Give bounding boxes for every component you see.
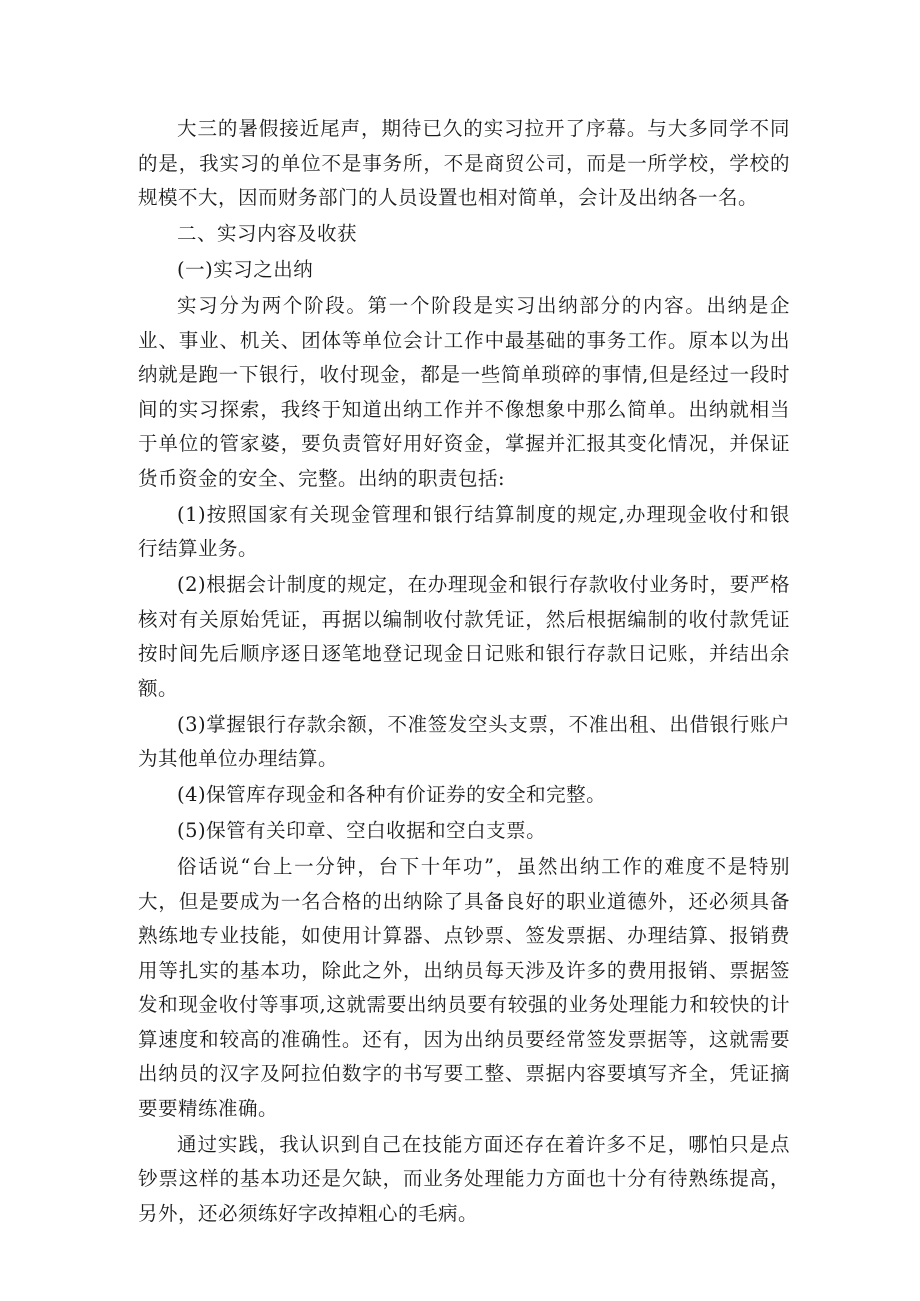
list-item-duty-3: (3)掌握银行存款余额，不准签发空头支票，不准出租、出借银行账户为其他单位办理结算。 (138, 712, 790, 770)
paragraph-intro: 大三的暑假接近尾声，期待已久的实习拉开了序幕。与大多同学不同的是，我实习的单位不是事务所，不是商贸公司，而是一所学校，学校的规模不大，因而财务部门的人员设置也相对简单，会计及出纳各一名。 (138, 117, 790, 209)
paragraph-cashier-overview: 实习分为两个阶段。第一个阶段是实习出纳部分的内容。出纳是企业、事业、机关、团体等单位会计工作中最基础的事务工作。原本以为出纳就是跑一下银行，收付现金，都是一些简单琐碎的事情,但是经过一段时间的实习探索，我终于知道出纳工作并不像想象中那么简单。出纳就相当于单位的管家婆，要负责管好用好资金，掌握并汇报其变化情况，并保证货币资金的安全、完整。出纳的职责包括: (138, 294, 790, 490)
document-body (138, 112, 790, 1233)
paragraph-reflection: 通过实践，我认识到自己在技能方面还存在着许多不足，哪怕只是点钞票这样的基本功还是欠缺，而业务处理能力方面也十分有待熟练提高，另外，还必须练好字改掉粗心的毛病。 (138, 1132, 790, 1225)
list-item-duty-5: (5)保管有关印章、空白收据和空白支票。 (177, 819, 547, 842)
list-item-duty-1: (1)按照国家有关现金管理和银行结算制度的规定,办理现金收付和银行结算业务。 (138, 502, 790, 560)
subsection-heading-cashier: (一)实习之出纳 (177, 258, 314, 281)
list-item-duty-2: (2)根据会计制度的规定，在办理现金和银行存款收付业务时，要严格核对有关原始凭证，再据以编制收付款凭证，然后根据编制的收付款凭证按时间先后顺序逐日逐笔地登记现金日记账和银行存款日记账，并结出余额。 (138, 573, 790, 700)
paragraph-proverb: 俗话说“台上一分钟，台下十年功”，虽然出纳工作的难度不是特别大，但是要成为一名合格的出纳除了具备良好的职业道德外，还必须具备熟练地专业技能，如使用计算器、点钞票、签发票据、办理结算、报销费用等扎实的基本功，除此之外，出纳员每天涉及许多的费用报销、票据签发和现金收付等事项,这就需要出纳员要有较强的业务处理能力和较快的计算速度和较高的准确性。还有，因为出纳员要经常签发票据等，这就需要出纳员的汉字及阿拉伯数字的书写要工整、票据内容要填写齐全，凭证摘要要精练准确。 (138, 855, 790, 1120)
section-heading-content-and-gains: 二、实习内容及收获 (177, 222, 358, 245)
list-item-duty-4: (4)保管库存现金和各种有价证券的安全和完整。 (177, 783, 607, 806)
